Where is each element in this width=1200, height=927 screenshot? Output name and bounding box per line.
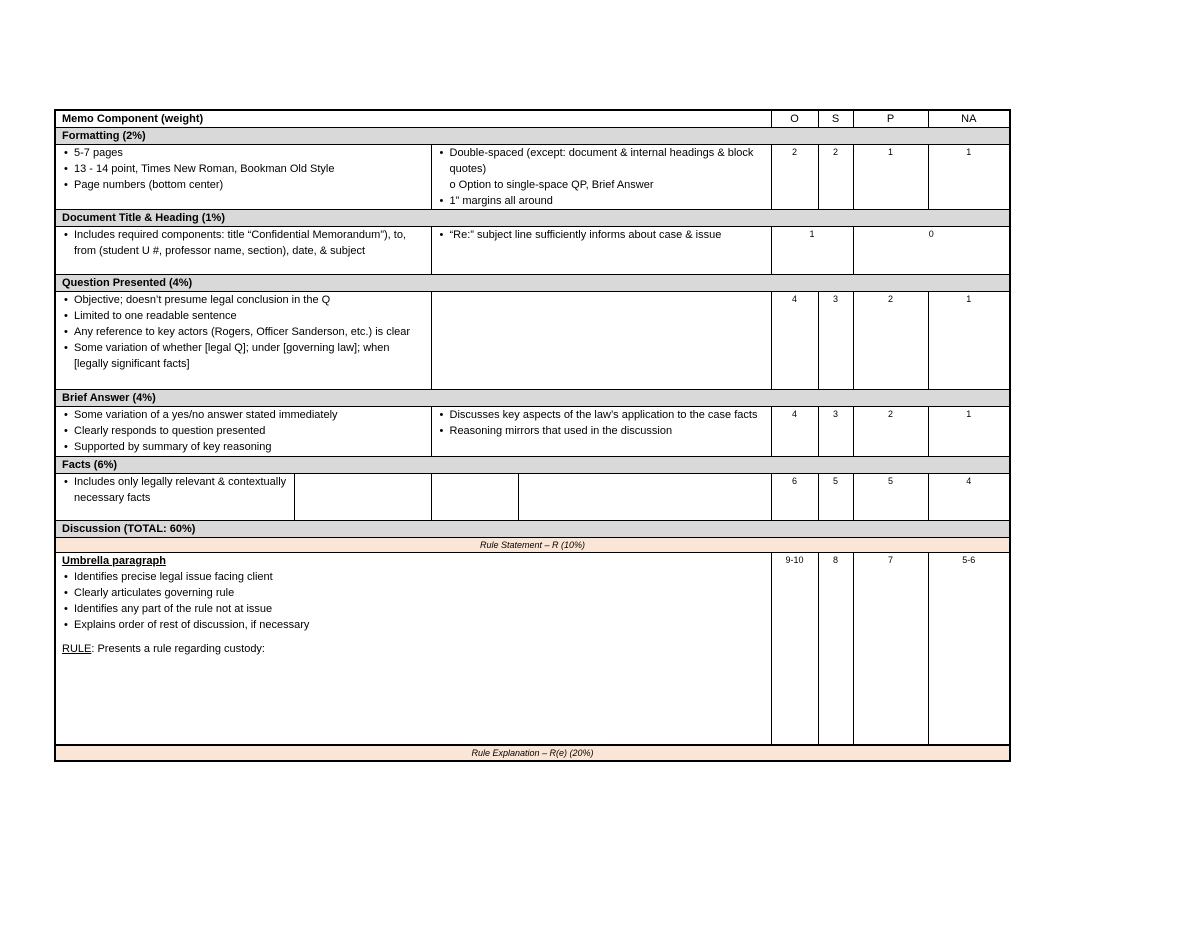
subsection-rule-explanation	[55, 745, 1010, 761]
section-discussion	[55, 521, 1010, 538]
section-question	[55, 275, 1010, 292]
list-item: • Some variation of whether [legal Q]; under [governing law]; when [legally significant facts]	[62, 340, 425, 372]
umbrella-criteria	[55, 553, 771, 745]
section-title-heading	[55, 210, 1010, 227]
header-score-na: NA	[928, 110, 1010, 128]
formatting-row	[55, 145, 1010, 210]
question-criteria-left	[55, 292, 431, 390]
score-p: 5	[853, 474, 928, 521]
score-na: 5-6	[928, 553, 1010, 745]
facts-blank-cell	[294, 474, 431, 521]
score-merged-1: 1	[771, 227, 853, 275]
list-item: • Clearly articulates governing rule	[62, 585, 765, 601]
score-na: 1	[928, 145, 1010, 210]
subsection-title: Rule Explanation – R(e) (20%)	[55, 745, 1010, 761]
brief-criteria-left	[55, 407, 431, 457]
score-s: 2	[818, 145, 853, 210]
score-merged-2: 0	[853, 227, 1010, 275]
score-o: 2	[771, 145, 818, 210]
section-formatting	[55, 128, 1010, 145]
list-item: • Page numbers (bottom center)	[62, 177, 425, 193]
list-item: • Identifies any part of the rule not at issue	[62, 601, 765, 617]
question-criteria-right	[431, 292, 771, 390]
score-na: 1	[928, 292, 1010, 390]
rule-line	[62, 641, 765, 657]
section-title: Document Title & Heading (1%)	[55, 210, 1010, 227]
list-item: • Discusses key aspects of the law’s application to the case facts	[438, 407, 765, 423]
list-item: • Clearly responds to question presented	[62, 423, 425, 439]
list-item: • 5-7 pages	[62, 145, 425, 161]
rule-label: RULE	[62, 643, 92, 655]
list-item: • Objective; doesn’t presume legal conclusion in the Q	[62, 292, 425, 308]
score-s: 3	[818, 407, 853, 457]
rubric-table	[54, 109, 1011, 762]
list-item: • 1” margins all around	[438, 193, 765, 209]
brief-criteria-right	[431, 407, 771, 457]
score-na: 1	[928, 407, 1010, 457]
list-item: • Some variation of a yes/no answer stated immediately	[62, 407, 425, 423]
list-item: • “Re:” subject line sufficiently informs about case & issue	[438, 227, 765, 243]
list-item: • Explains order of rest of discussion, if necessary	[62, 617, 765, 633]
list-item: • Reasoning mirrors that used in the discussion	[438, 423, 765, 439]
score-na: 4	[928, 474, 1010, 521]
formatting-criteria-right	[431, 145, 771, 210]
header-score-o: O	[771, 110, 818, 128]
score-o: 6	[771, 474, 818, 521]
list-item: • Limited to one readable sentence	[62, 308, 425, 324]
list-item: • Identifies precise legal issue facing client	[62, 569, 765, 585]
score-p: 2	[853, 292, 928, 390]
list-item: • Includes only legally relevant & contextually necessary facts	[62, 474, 288, 506]
list-subitem: o Option to single-space QP, Brief Answer	[449, 179, 654, 191]
subsection-title: Rule Statement – R (10%)	[55, 538, 1010, 553]
header-score-s: S	[818, 110, 853, 128]
score-s: 8	[818, 553, 853, 745]
header-score-p: P	[853, 110, 928, 128]
title-heading-row	[55, 227, 1010, 275]
title-heading-criteria-right	[431, 227, 771, 275]
list-item: • Double-spaced (except: document & internal headings & block quotes)	[438, 145, 765, 177]
score-o: 4	[771, 407, 818, 457]
list-item: • 13 - 14 point, Times New Roman, Bookman Old Style	[62, 161, 425, 177]
title-heading-criteria-left	[55, 227, 431, 275]
score-o: 9-10	[771, 553, 818, 745]
umbrella-heading: Umbrella paragraph	[62, 555, 166, 567]
rule-text: : Presents a rule regarding custody:	[91, 643, 265, 655]
list-item: • Any reference to key actors (Rogers, Officer Sanderson, etc.) is clear	[62, 324, 425, 340]
section-brief	[55, 390, 1010, 407]
score-p: 7	[853, 553, 928, 745]
section-title: Brief Answer (4%)	[55, 390, 1010, 407]
facts-row	[55, 474, 1010, 521]
score-p: 2	[853, 407, 928, 457]
facts-criteria-left	[55, 474, 294, 521]
score-s: 3	[818, 292, 853, 390]
facts-blank-cell-wide	[431, 474, 771, 521]
section-title: Facts (6%)	[55, 457, 1010, 474]
score-s: 5	[818, 474, 853, 521]
section-title: Formatting (2%)	[55, 128, 1010, 145]
list-item: • Includes required components: title “Confidential Memorandum”), to, from (student U #, professor name, section), date, & subject	[62, 227, 425, 259]
header-component: Memo Component (weight)	[55, 110, 771, 128]
score-p: 1	[853, 145, 928, 210]
section-title: Discussion (TOTAL: 60%)	[55, 521, 1010, 538]
question-row	[55, 292, 1010, 390]
score-o: 4	[771, 292, 818, 390]
subsection-rule-statement	[55, 538, 1010, 553]
list-item: • Supported by summary of key reasoning	[62, 439, 425, 455]
section-title: Question Presented (4%)	[55, 275, 1010, 292]
header-row	[55, 110, 1010, 128]
umbrella-row	[55, 553, 1010, 745]
section-facts	[55, 457, 1010, 474]
formatting-criteria-left	[55, 145, 431, 210]
brief-row	[55, 407, 1010, 457]
